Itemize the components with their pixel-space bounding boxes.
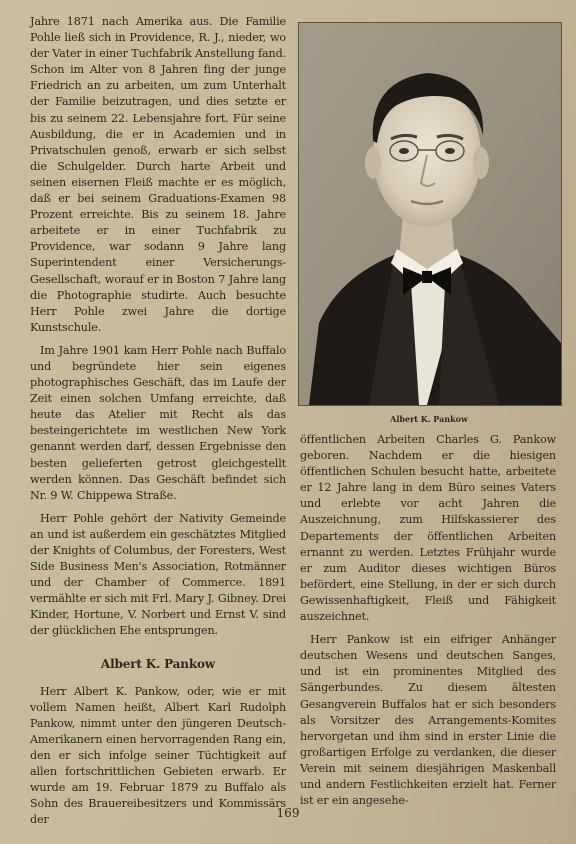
left-text-column (30, 14, 286, 829)
paragraph-pankow-intro: Herr Albert K. Pankow, oder, wie er mit vollem Namen heißt, Albert Karl Rudolph Pankow, nimmt unter den jüngeren Deutsch-Amerikanern einen hervorragenden Rang ein, den er sich infolge seiner Tüchtigkeit auf allen fortschrittlichen Gebieten erwarb. Er wurde am 19. Februar 1879 zu Buffalo als Sohn des Brauereibesitzers und Kommissärs der (30, 684, 286, 827)
paragraph-pohle-buffalo: Im Jahre 1901 kam Herr Pohle nach Buffalo und begründete hier sein eigenes photographisches Geschäft, das im Laufe der Zeit einen solchen Umfang erreichte, daß heute das Atelier mit Recht als das besteingerichtete im westlichen New York genannt werden darf, dessen Ergebnisse den besten gelieferten getrost gleichgestellt werden können. Das Geschäft befindet sich Nr. 9 W. Chippewa Straße. (30, 343, 286, 502)
photo-caption: Albert K. Pankow (390, 414, 468, 424)
paragraph-pankow-career: öffentlichen Arbeiten Charles G. Pankow geboren. Nachdem er die hiesigen öffentlichen Schulen besucht hatte, arbeitete er 12 Jahre lang in dem Büro seines Vaters und erlebte vor acht Jahren die Auszeichnung, zum Hilfskassierer des Departements der öffentlichen Arbeiten ernannt zu werden. Letztes Frühjahr wurde er zum Auditor dieses wichtigen Büros befördert, eine Stellung, in der er sich durch Gewissenhaftigkeit, Fleiß und Fähigkeit auszeichnet. (300, 433, 556, 624)
paragraph-pankow-saengerbund: Herr Pankow ist ein eifriger Anhänger deutschen Wesens und deutschen Sanges, und ist ein prominentes Mitglied des Sängerbundes. Zu diesem ältesten Gesangverein Buffalos hat er sich besonders als Vorsitzer des Arrangements-Komites hervorgetan und ihm sind in erster Linie die großartigen Erfolge zu verdanken, die dieser Verein mit seinem diesjährigen Maskenball und andern Festlichkeiten erzielt hat. Ferner ist er ein angesehe- (300, 633, 556, 808)
section-heading-pankow: Albert K. Pankow (100, 656, 216, 671)
paragraph-pohle-early-life: Jahre 1871 nach Amerika aus. Die Familie Pohle ließ sich in Providence, R. J., nieder, wo der Vater in einer Tuchfabrik Anstellung fand. Schon im Alter von 8 Jahren fing der junge Friedrich an zu arbeiten, um zum Unterhalt der Familie beizutragen, und dies setzte er bis zu seinem 22. Lebensjahre fort. Für seine Ausbildung, die er in Academien und in Privatschulen genoß, erwarb er sich selbst die Schulgelder. Durch harte Arbeit und seinen eisernen Fleiß machte er es möglich, daß er bei seinem Graduations-Examen 98 Prozent erreichte. Bis zu seinem 18. Jahre arbeitete er in einer Tuchfabrik zu Providence, war sodann 9 Jahre lang Superintendent einer Versicherungs-Gesellschaft, worauf er in Boston 7 Jahre lang die Photographie studirte. Auch besuchte Herr Pohle zwei Jahre die dortige Kunstschule. (30, 15, 286, 334)
right-text-column (300, 432, 556, 809)
page-number: 169 (276, 806, 300, 820)
paragraph-pohle-memberships: Herr Pohle gehört der Nativity Gemeinde an und ist außerdem ein geschätztes Mitglied der Knights of Columbus, der Foresters, West Side Business Men's Association, Rotmänner und der Chamber of Commerce. 1891 vermählte er sich mit Frl. Mary J. Gibney. Drei Kinder, Hortune, V. Norbert und Ernst V. sind der glücklichen Ehe entsprungen. (30, 511, 286, 638)
portrait-photo (298, 22, 562, 406)
